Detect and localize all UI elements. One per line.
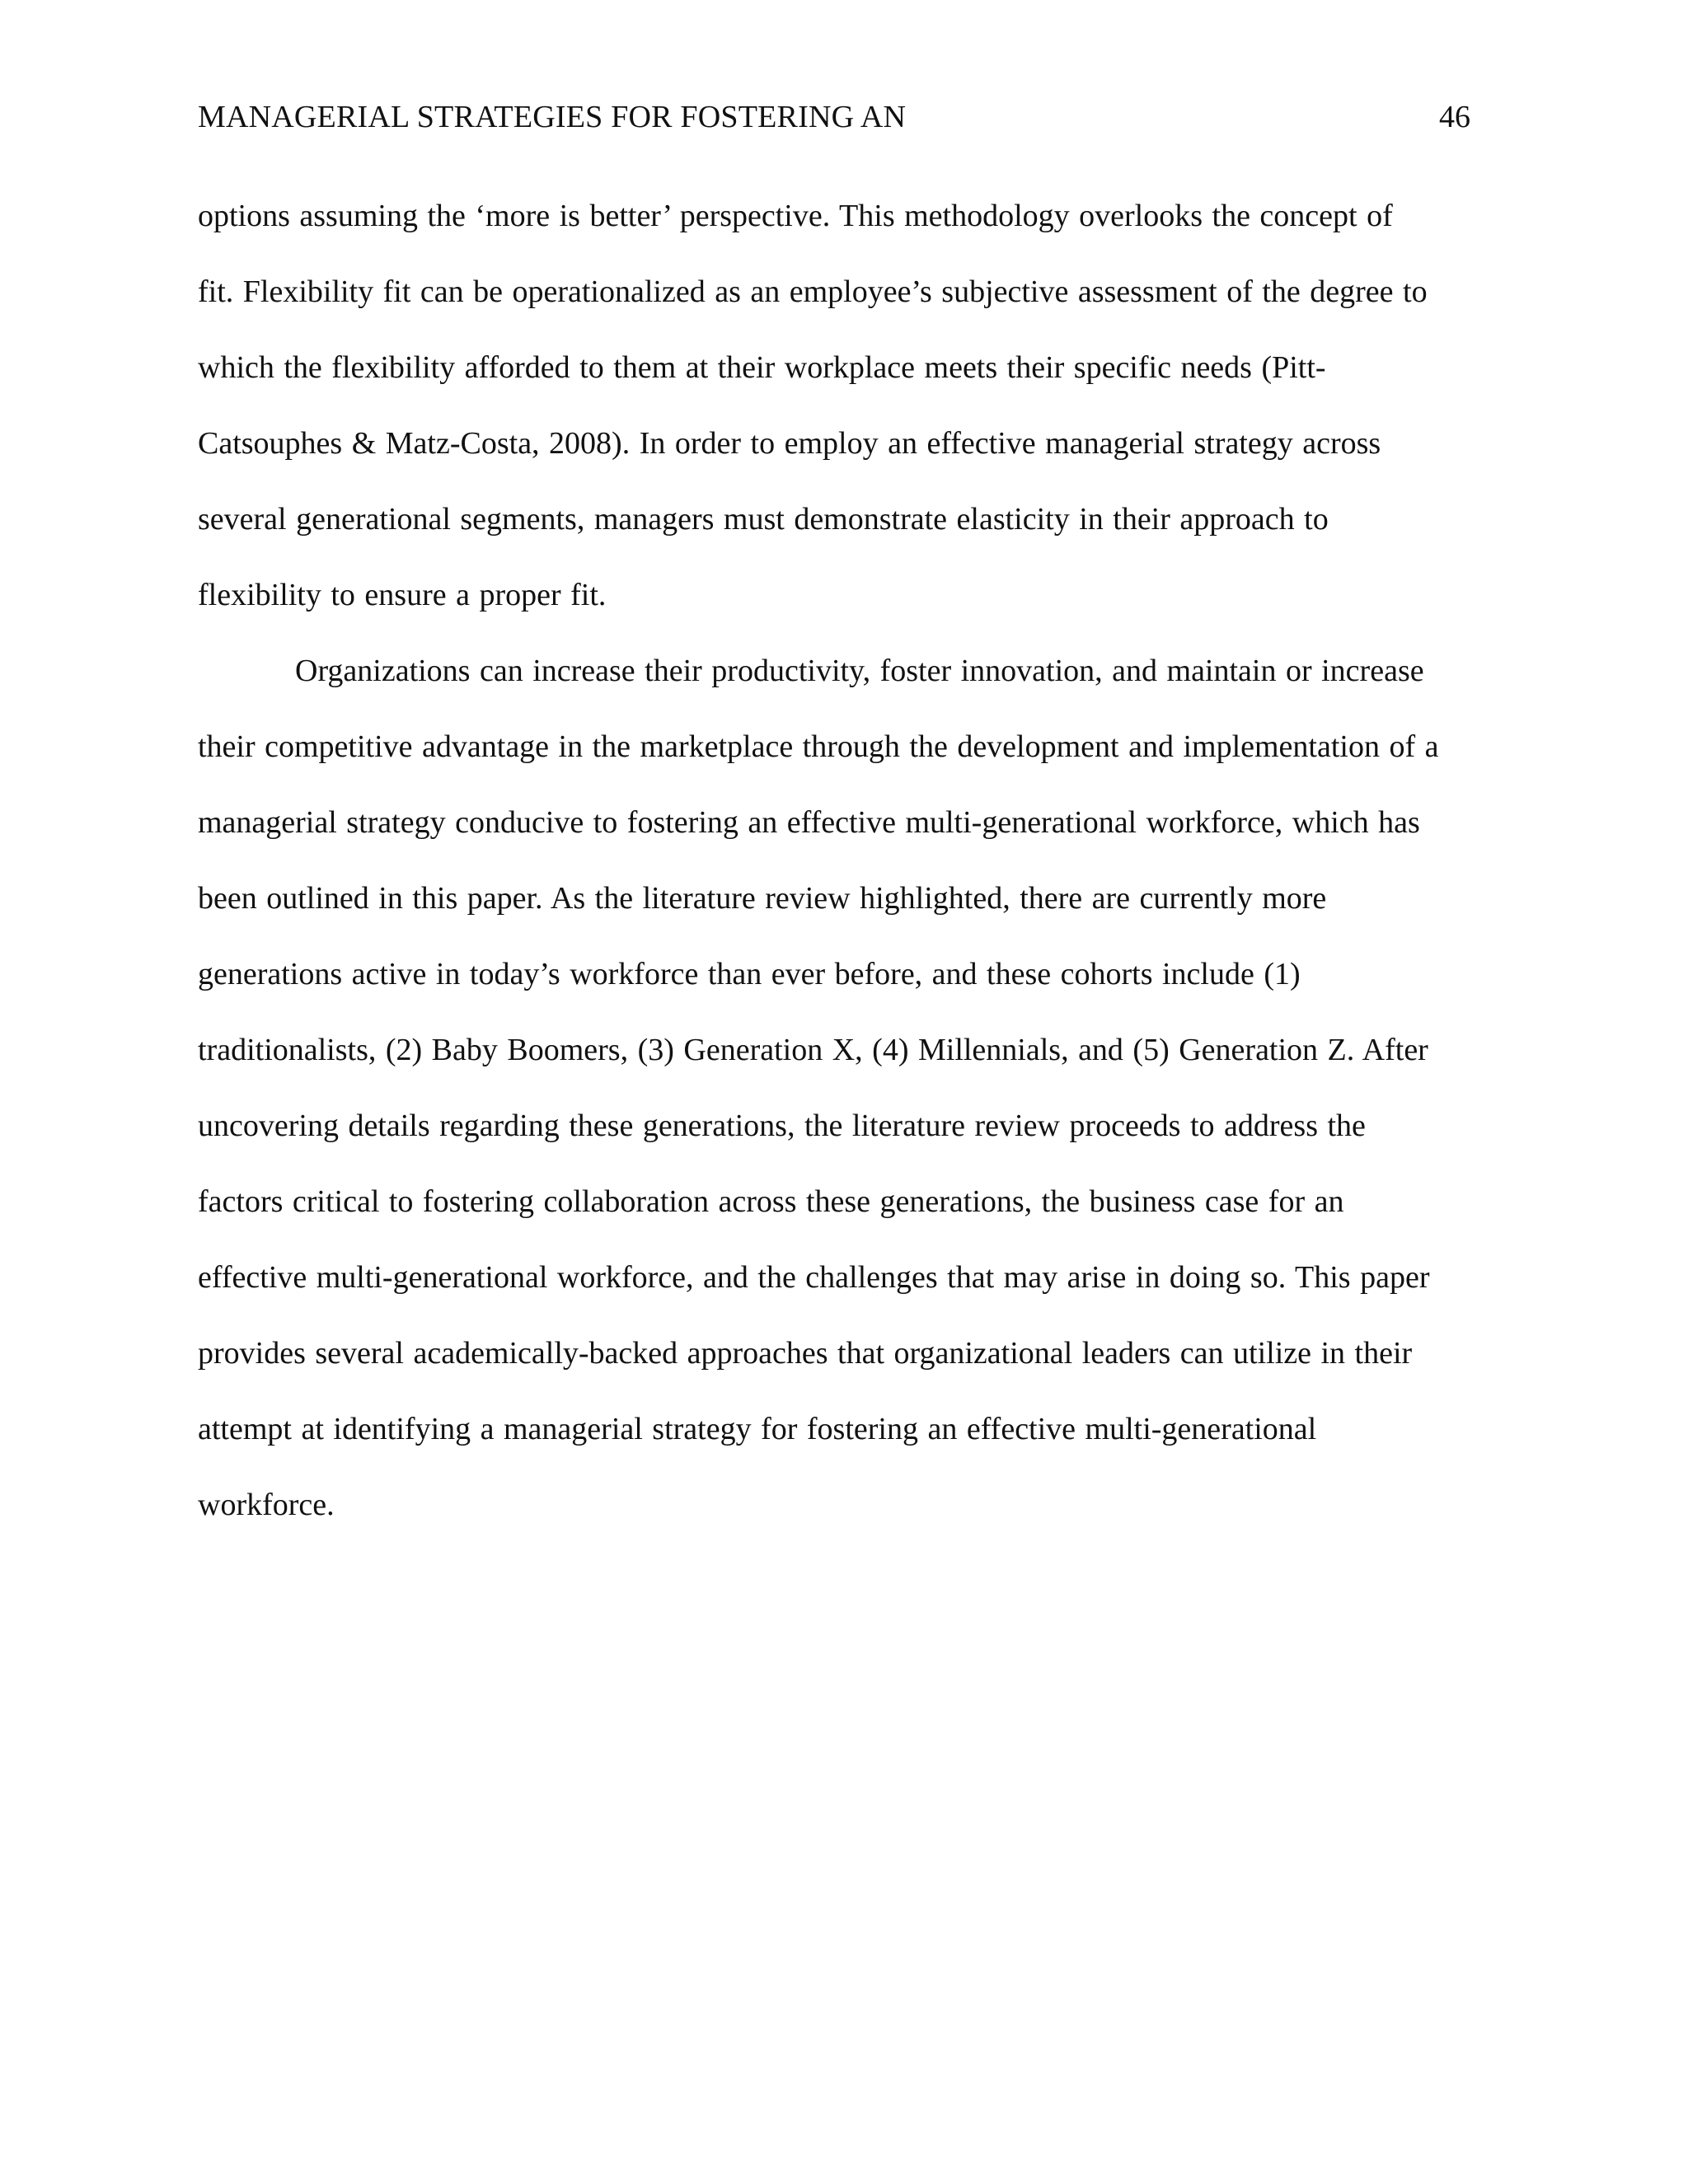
body-line: flexibility to ensure a proper fit. <box>198 578 607 612</box>
body-line: generations active in today’s workforce than ever before, and these cohorts include (1) <box>198 957 1301 991</box>
body-line: traditionalists, (2) Baby Boomers, (3) Generation X, (4) Millennials, and (5) Generation Z. After <box>198 1033 1428 1067</box>
body-line: Catsouphes & Matz-Costa, 2008). In order to employ an effective managerial strategy across <box>198 426 1381 461</box>
body-line: attempt at identifying a managerial strategy for fostering an effective multi-generational <box>198 1412 1317 1446</box>
body-line: options assuming the ‘more is better’ perspective. This methodology overlooks the concept of <box>198 199 1393 233</box>
body-line: several generational segments, managers must demonstrate elasticity in their approach to <box>198 502 1329 537</box>
body-line: managerial strategy conducive to fostering an effective multi-generational workforce, which has <box>198 805 1420 840</box>
page-number: 46 <box>1439 100 1470 134</box>
body-line: uncovering details regarding these generations, the literature review proceeds to address the <box>198 1108 1366 1143</box>
body-line: fit. Flexibility fit can be operationalized as an employee’s subjective assessment of the degree to <box>198 274 1428 309</box>
running-head: MANAGERIAL STRATEGIES FOR FOSTERING AN <box>198 100 907 134</box>
body-line: factors critical to fostering collaboration across these generations, the business case for an <box>198 1184 1344 1219</box>
paragraph-first-line: Organizations can increase their productivity, foster innovation, and maintain or increase <box>295 654 1424 688</box>
body-line: which the flexibility afforded to them at their workplace meets their specific needs (Pitt- <box>198 350 1326 385</box>
body-line: provides several academically-backed approaches that organizational leaders can utilize in their <box>198 1336 1413 1371</box>
body-line: their competitive advantage in the marketplace through the development and implementation of a <box>198 729 1439 764</box>
body-line: effective multi-generational workforce, and the challenges that may arise in doing so. This paper <box>198 1260 1430 1295</box>
body-line: been outlined in this paper. As the literature review highlighted, there are currently more <box>198 881 1327 916</box>
body-line: workforce. <box>198 1488 335 1522</box>
